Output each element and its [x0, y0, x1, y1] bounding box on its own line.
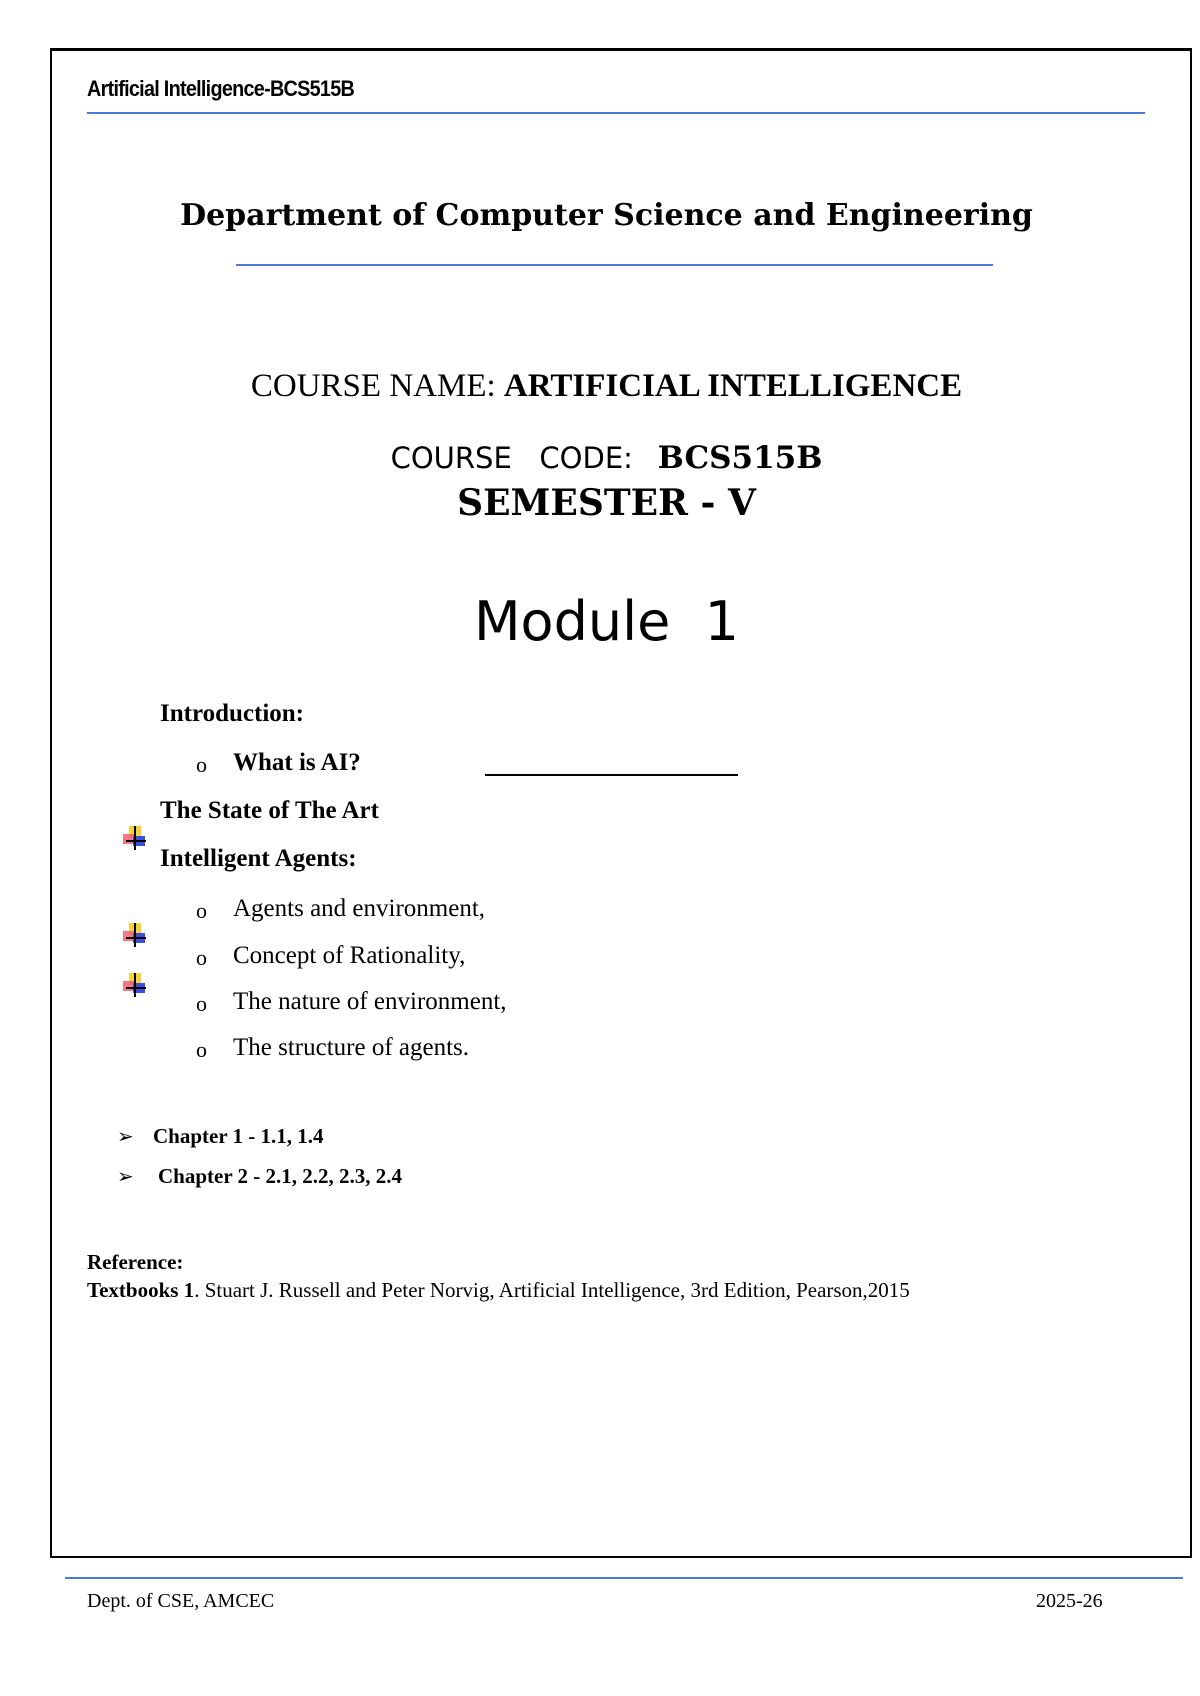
plus-bullet-icon [123, 923, 147, 947]
bullet-circle: o [196, 1037, 207, 1062]
semester: SEMESTER - V [457, 482, 756, 524]
course-name-value: ARTIFICIAL INTELLIGENCE [503, 368, 963, 404]
bullet-circle: o [196, 991, 207, 1016]
course-name-label: COURSE NAME: [250, 368, 504, 404]
footer-rule [65, 1577, 1183, 1579]
textbook-text: . Stuart J. Russell and Peter Norvig, Artificial Intelligence, 3rd Edition, Pearson,2015 [194, 1278, 910, 1302]
footer-year: 2025-26 [1036, 1590, 1103, 1612]
textbook-label: Textbooks 1 [87, 1278, 195, 1302]
bullet-circle: o [196, 752, 207, 777]
state-of-art-heading: The State of The Art [160, 797, 379, 824]
module-title: Module 1 [473, 590, 740, 653]
bullet-circle: o [196, 898, 207, 923]
arrow-bullet-icon: ➢ [117, 1124, 134, 1148]
course-code-value: BCS515B [657, 440, 823, 476]
course-code-label: COURSE CODE: [390, 441, 633, 475]
header-rule [87, 112, 1145, 114]
department-title: Department of Computer Science and Engineering [180, 198, 1033, 233]
course-code [0, 440, 1200, 477]
course-name [0, 368, 1200, 405]
arrow-bullet-icon: ➢ [117, 1164, 134, 1188]
introduction-heading: Introduction: [160, 700, 305, 727]
intelligent-agents-heading: Intelligent Agents: [160, 845, 357, 872]
list-item: Agents and environment, [233, 895, 486, 922]
list-item: What is AI? [233, 749, 361, 776]
running-header: Artificial Intelligence-BCS515B [87, 76, 355, 101]
list-item: The nature of environment, [233, 988, 507, 1015]
title-rule [236, 264, 993, 266]
list-item: Concept of Rationality, [233, 942, 466, 969]
reference-heading: Reference: [87, 1250, 184, 1274]
plus-bullet-icon [123, 973, 147, 997]
bullet-circle: o [196, 945, 207, 970]
chapter-item: Chapter 2 - 2.1, 2.2, 2.3, 2.4 [158, 1164, 403, 1188]
list-item: The structure of agents. [233, 1034, 470, 1061]
plus-bullet-icon [123, 826, 147, 850]
textbook-reference [87, 1278, 910, 1303]
footer-department: Dept. of CSE, AMCEC [87, 1590, 275, 1612]
blank-underline [485, 774, 738, 776]
chapter-item: Chapter 1 - 1.1, 1.4 [153, 1124, 324, 1148]
